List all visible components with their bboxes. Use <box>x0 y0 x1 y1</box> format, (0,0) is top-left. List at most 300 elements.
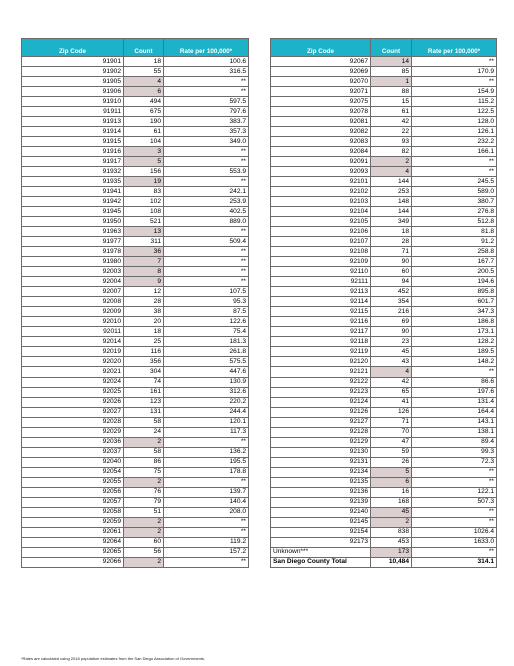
zip-code-cell: 92139 <box>271 497 371 507</box>
zip-code-cell: 92065 <box>22 547 124 557</box>
table-row <box>271 537 497 547</box>
count-cell: 69 <box>371 317 412 327</box>
rate-cell: ** <box>412 467 497 477</box>
count-cell: 42 <box>371 117 412 127</box>
table-row <box>271 147 497 157</box>
rate-cell: ** <box>412 77 497 87</box>
zip-code-cell: 92008 <box>22 297 124 307</box>
count-cell: 58 <box>124 417 164 427</box>
zip-code-cell: 92036 <box>22 437 124 447</box>
zip-code-cell: 92154 <box>271 527 371 537</box>
table-row <box>271 307 497 317</box>
table-row <box>22 507 249 517</box>
zip-code-cell: 92136 <box>271 487 371 497</box>
zip-code-cell: 91950 <box>22 217 124 227</box>
table-row <box>22 487 249 497</box>
count-cell: 18 <box>371 227 412 237</box>
rate-cell: ** <box>164 77 249 87</box>
zip-code-cell: 92121 <box>271 367 371 377</box>
count-cell: 253 <box>371 187 412 197</box>
count-cell: 304 <box>124 367 164 377</box>
zip-code-cell: 92019 <box>22 347 124 357</box>
zip-code-cell: 91902 <box>22 67 124 77</box>
count-cell: 28 <box>124 297 164 307</box>
rate-cell: 131.4 <box>412 397 497 407</box>
rate-cell: 87.5 <box>164 307 249 317</box>
count-cell: 58 <box>124 447 164 457</box>
rate-cell: 95.3 <box>164 297 249 307</box>
rate-cell: 189.5 <box>412 347 497 357</box>
rate-cell: 181.3 <box>164 337 249 347</box>
zip-code-cell: 92130 <box>271 447 371 457</box>
left-table-body <box>22 57 249 568</box>
table-row <box>22 207 249 217</box>
table-row <box>271 197 497 207</box>
count-cell: 102 <box>124 197 164 207</box>
zip-code-cell: 92026 <box>22 397 124 407</box>
rate-cell: 316.5 <box>164 67 249 77</box>
count-cell: 75 <box>124 467 164 477</box>
zip-code-cell: 92107 <box>271 237 371 247</box>
zip-code-cell: San Diego County Total <box>271 557 371 567</box>
rate-cell: 220.2 <box>164 397 249 407</box>
count-cell: 521 <box>124 217 164 227</box>
table-row <box>271 497 497 507</box>
table-row <box>22 307 249 317</box>
table-row <box>22 297 249 307</box>
zip-code-cell: 92027 <box>22 407 124 417</box>
zip-code-cell: 92135 <box>271 477 371 487</box>
rate-cell: ** <box>164 147 249 157</box>
table-row <box>22 547 249 557</box>
zip-code-cell: 92104 <box>271 207 371 217</box>
count-cell: 24 <box>124 427 164 437</box>
rate-cell: ** <box>164 267 249 277</box>
zip-code-cell: 92103 <box>271 197 371 207</box>
zip-code-cell: 92029 <box>22 427 124 437</box>
zip-code-cell: 92108 <box>271 247 371 257</box>
rate-cell: 245.5 <box>412 177 497 187</box>
rate-cell: 89.4 <box>412 437 497 447</box>
header-count: Count <box>124 39 164 57</box>
header-rate: Rate per 100,000* <box>412 39 497 57</box>
table-row <box>22 197 249 207</box>
count-cell: 216 <box>371 307 412 317</box>
zip-code-cell: 92118 <box>271 337 371 347</box>
count-cell: 2 <box>124 477 164 487</box>
rate-cell: 81.8 <box>412 227 497 237</box>
count-cell: 76 <box>124 487 164 497</box>
rate-cell: 72.3 <box>412 457 497 467</box>
count-cell: 94 <box>371 277 412 287</box>
table-row <box>22 517 249 527</box>
count-cell: 28 <box>371 237 412 247</box>
count-cell: 108 <box>124 207 164 217</box>
count-cell: 156 <box>124 167 164 177</box>
zip-code-cell: 92014 <box>22 337 124 347</box>
table-row <box>271 407 497 417</box>
rate-cell: 597.5 <box>164 97 249 107</box>
unknown-row <box>271 547 497 557</box>
table-row <box>22 477 249 487</box>
count-cell: 18 <box>124 327 164 337</box>
zip-code-cell: 91914 <box>22 127 124 137</box>
table-row <box>271 327 497 337</box>
table-row <box>271 477 497 487</box>
zip-code-cell: 92059 <box>22 517 124 527</box>
zip-code-cell: 92061 <box>22 527 124 537</box>
table-row <box>271 217 497 227</box>
rate-cell: 170.9 <box>412 67 497 77</box>
zip-code-cell: 92069 <box>271 67 371 77</box>
rate-cell: 347.3 <box>412 307 497 317</box>
zip-code-cell: 92058 <box>22 507 124 517</box>
table-row <box>271 427 497 437</box>
table-row <box>271 97 497 107</box>
count-cell: 61 <box>371 107 412 117</box>
count-cell: 14 <box>371 57 412 67</box>
table-row <box>22 257 249 267</box>
rate-cell: 200.5 <box>412 267 497 277</box>
table-row <box>22 67 249 77</box>
rate-cell: 357.3 <box>164 127 249 137</box>
table-row <box>271 117 497 127</box>
rate-cell: ** <box>164 227 249 237</box>
zip-code-cell: 92122 <box>271 377 371 387</box>
table-row <box>271 437 497 447</box>
count-cell: 51 <box>124 507 164 517</box>
table-row <box>22 137 249 147</box>
rate-cell: 797.6 <box>164 107 249 117</box>
table-row <box>271 227 497 237</box>
zip-code-cell: 92116 <box>271 317 371 327</box>
count-cell: 2 <box>371 517 412 527</box>
table-row <box>22 367 249 377</box>
zip-code-cell: 92131 <box>271 457 371 467</box>
left-zip-table <box>21 38 249 568</box>
table-row <box>22 327 249 337</box>
zip-code-cell: 92093 <box>271 167 371 177</box>
count-cell: 161 <box>124 387 164 397</box>
rate-cell: 122.1 <box>412 487 497 497</box>
table-row <box>271 527 497 537</box>
rate-cell: 186.8 <box>412 317 497 327</box>
count-cell: 56 <box>124 547 164 557</box>
zip-code-cell: 92064 <box>22 537 124 547</box>
header-row <box>22 39 249 57</box>
zip-code-cell: 92071 <box>271 87 371 97</box>
zip-code-cell: 92055 <box>22 477 124 487</box>
count-cell: 453 <box>371 537 412 547</box>
zip-code-cell: 91917 <box>22 157 124 167</box>
rate-cell: ** <box>164 87 249 97</box>
count-cell: 71 <box>371 247 412 257</box>
rate-cell: 258.8 <box>412 247 497 257</box>
zip-code-cell: 91901 <box>22 57 124 67</box>
table-row <box>22 437 249 447</box>
count-cell: 86 <box>124 457 164 467</box>
zip-code-cell: 91916 <box>22 147 124 157</box>
table-row <box>271 177 497 187</box>
zip-code-cell: 91963 <box>22 227 124 237</box>
count-cell: 4 <box>371 367 412 377</box>
rate-cell: 178.8 <box>164 467 249 477</box>
table-row <box>271 357 497 367</box>
rate-cell: 143.1 <box>412 417 497 427</box>
rate-cell: 140.4 <box>164 497 249 507</box>
count-cell: 131 <box>124 407 164 417</box>
count-cell: 7 <box>124 257 164 267</box>
count-cell: 190 <box>124 117 164 127</box>
zip-code-cell: 92129 <box>271 437 371 447</box>
count-cell: 60 <box>124 537 164 547</box>
zip-code-cell: 92123 <box>271 387 371 397</box>
count-cell: 83 <box>124 187 164 197</box>
zip-code-cell: 92134 <box>271 467 371 477</box>
table-row <box>271 137 497 147</box>
rate-cell: 166.1 <box>412 147 497 157</box>
zip-code-cell: 92010 <box>22 317 124 327</box>
table-row <box>22 537 249 547</box>
rate-cell: 122.5 <box>412 107 497 117</box>
table-row <box>271 67 497 77</box>
header-rate: Rate per 100,000* <box>164 39 249 57</box>
rate-cell: 173.1 <box>412 327 497 337</box>
zip-code-cell: 91978 <box>22 247 124 257</box>
zip-code-cell: 92082 <box>271 127 371 137</box>
table-row <box>271 467 497 477</box>
zip-code-cell: 92115 <box>271 307 371 317</box>
rate-cell: 512.8 <box>412 217 497 227</box>
rate-cell: 195.5 <box>164 457 249 467</box>
rate-cell: 253.9 <box>164 197 249 207</box>
count-cell: 70 <box>371 427 412 437</box>
table-row <box>271 187 497 197</box>
rate-cell: 242.1 <box>164 187 249 197</box>
count-cell: 26 <box>371 457 412 467</box>
count-cell: 71 <box>371 417 412 427</box>
count-cell: 2 <box>124 517 164 527</box>
table-row <box>271 57 497 67</box>
table-row <box>271 267 497 277</box>
count-cell: 45 <box>371 507 412 517</box>
table-row <box>22 277 249 287</box>
table-row <box>22 157 249 167</box>
table-row <box>22 347 249 357</box>
count-cell: 356 <box>124 357 164 367</box>
zip-code-cell: 92066 <box>22 557 124 567</box>
table-row <box>271 237 497 247</box>
rate-cell: ** <box>164 517 249 527</box>
table-row <box>22 377 249 387</box>
count-cell: 168 <box>371 497 412 507</box>
zip-code-cell: 92111 <box>271 277 371 287</box>
count-cell: 47 <box>371 437 412 447</box>
rate-cell: 136.2 <box>164 447 249 457</box>
zip-code-cell: 92109 <box>271 257 371 267</box>
table-row <box>22 107 249 117</box>
count-cell: 23 <box>371 337 412 347</box>
table-row <box>271 397 497 407</box>
table-row <box>22 337 249 347</box>
table-row <box>271 127 497 137</box>
zip-code-cell: 92124 <box>271 397 371 407</box>
zip-code-cell: 92106 <box>271 227 371 237</box>
count-cell: 59 <box>371 447 412 457</box>
count-cell: 4 <box>371 167 412 177</box>
count-cell: 838 <box>371 527 412 537</box>
header-row <box>271 39 497 57</box>
table-row <box>22 497 249 507</box>
zip-code-cell: 92091 <box>271 157 371 167</box>
zip-code-cell: 92003 <box>22 267 124 277</box>
table-row <box>271 277 497 287</box>
zip-code-cell: 92009 <box>22 307 124 317</box>
zip-code-cell: 92117 <box>271 327 371 337</box>
rate-cell: 261.8 <box>164 347 249 357</box>
zip-code-cell: 91913 <box>22 117 124 127</box>
rate-cell: 208.0 <box>164 507 249 517</box>
rate-cell: 139.7 <box>164 487 249 497</box>
rate-cell: ** <box>412 517 497 527</box>
zip-code-cell: 92128 <box>271 427 371 437</box>
table-row <box>22 247 249 257</box>
rate-cell: 889.0 <box>164 217 249 227</box>
count-cell: 13 <box>124 227 164 237</box>
zip-code-cell: 92020 <box>22 357 124 367</box>
rate-cell: 197.6 <box>412 387 497 397</box>
zip-code-cell: 92025 <box>22 387 124 397</box>
zip-code-cell: 92102 <box>271 187 371 197</box>
count-cell: 45 <box>371 347 412 357</box>
rate-cell: 553.9 <box>164 167 249 177</box>
count-cell: 93 <box>371 137 412 147</box>
zip-code-cell: 92127 <box>271 417 371 427</box>
rate-cell: ** <box>164 557 249 567</box>
table-row <box>22 57 249 67</box>
zip-code-cell: 91942 <box>22 197 124 207</box>
table-row <box>22 427 249 437</box>
rate-cell: ** <box>164 277 249 287</box>
zip-code-cell: 92078 <box>271 107 371 117</box>
table-row <box>22 147 249 157</box>
count-cell: 9 <box>124 277 164 287</box>
zip-code-cell: 92067 <box>271 57 371 67</box>
count-cell: 452 <box>371 287 412 297</box>
count-cell: 38 <box>124 307 164 317</box>
rate-cell: 120.1 <box>164 417 249 427</box>
rate-cell: ** <box>164 527 249 537</box>
table-row <box>271 257 497 267</box>
count-cell: 36 <box>124 247 164 257</box>
zip-code-cell: Unknown*** <box>271 547 371 557</box>
zip-code-cell: 92084 <box>271 147 371 157</box>
count-cell: 90 <box>371 327 412 337</box>
count-cell: 15 <box>371 97 412 107</box>
rate-cell: 276.8 <box>412 207 497 217</box>
zip-code-cell: 92140 <box>271 507 371 517</box>
table-row <box>22 167 249 177</box>
zip-code-cell: 92011 <box>22 327 124 337</box>
rate-cell: 148.2 <box>412 357 497 367</box>
rate-cell: 1026.4 <box>412 527 497 537</box>
zip-code-cell: 92113 <box>271 287 371 297</box>
zip-code-cell: 92145 <box>271 517 371 527</box>
total-row <box>271 557 497 567</box>
zip-code-cell: 91911 <box>22 107 124 117</box>
count-cell: 5 <box>124 157 164 167</box>
table-row <box>271 167 497 177</box>
rate-cell: 1633.0 <box>412 537 497 547</box>
rate-cell: ** <box>164 257 249 267</box>
rate-cell: ** <box>412 167 497 177</box>
rate-cell: 91.2 <box>412 237 497 247</box>
count-cell: 19 <box>124 177 164 187</box>
table-row <box>271 377 497 387</box>
rate-cell: 167.7 <box>412 257 497 267</box>
table-row <box>22 177 249 187</box>
rate-cell: ** <box>412 507 497 517</box>
count-cell: 2 <box>124 527 164 537</box>
table-row <box>22 357 249 367</box>
count-cell: 6 <box>124 87 164 97</box>
count-cell: 82 <box>371 147 412 157</box>
zip-code-cell: 92126 <box>271 407 371 417</box>
count-cell: 61 <box>124 127 164 137</box>
zip-code-cell: 91941 <box>22 187 124 197</box>
rate-cell: 164.4 <box>412 407 497 417</box>
rate-cell: 601.7 <box>412 297 497 307</box>
rate-cell: 194.6 <box>412 277 497 287</box>
zip-code-cell: 91977 <box>22 237 124 247</box>
zip-code-cell: 91980 <box>22 257 124 267</box>
table-row <box>22 467 249 477</box>
zip-code-cell: 92173 <box>271 537 371 547</box>
table-row <box>271 387 497 397</box>
table-row <box>271 457 497 467</box>
count-cell: 2 <box>124 437 164 447</box>
zip-code-cell: 92040 <box>22 457 124 467</box>
count-cell: 60 <box>371 267 412 277</box>
table-row <box>22 557 249 567</box>
table-row <box>271 507 497 517</box>
rate-cell: ** <box>164 177 249 187</box>
rate-cell: 895.8 <box>412 287 497 297</box>
zip-code-cell: 91910 <box>22 97 124 107</box>
table-row <box>271 207 497 217</box>
right-table-body <box>271 57 497 568</box>
zip-code-cell: 91935 <box>22 177 124 187</box>
count-cell: 16 <box>371 487 412 497</box>
table-row <box>271 297 497 307</box>
table-row <box>271 447 497 457</box>
rate-cell: 122.6 <box>164 317 249 327</box>
table-row <box>271 157 497 167</box>
zip-code-cell: 92056 <box>22 487 124 497</box>
rate-cell: 447.6 <box>164 367 249 377</box>
count-cell: 65 <box>371 387 412 397</box>
zip-code-cell: 91932 <box>22 167 124 177</box>
count-cell: 10,484 <box>371 557 412 567</box>
count-cell: 116 <box>124 347 164 357</box>
rate-cell: 314.1 <box>412 557 497 567</box>
rate-cell: 99.3 <box>412 447 497 457</box>
zip-code-cell: 91906 <box>22 87 124 97</box>
count-cell: 144 <box>371 207 412 217</box>
zip-code-cell: 92007 <box>22 287 124 297</box>
count-cell: 148 <box>371 197 412 207</box>
table-row <box>22 447 249 457</box>
